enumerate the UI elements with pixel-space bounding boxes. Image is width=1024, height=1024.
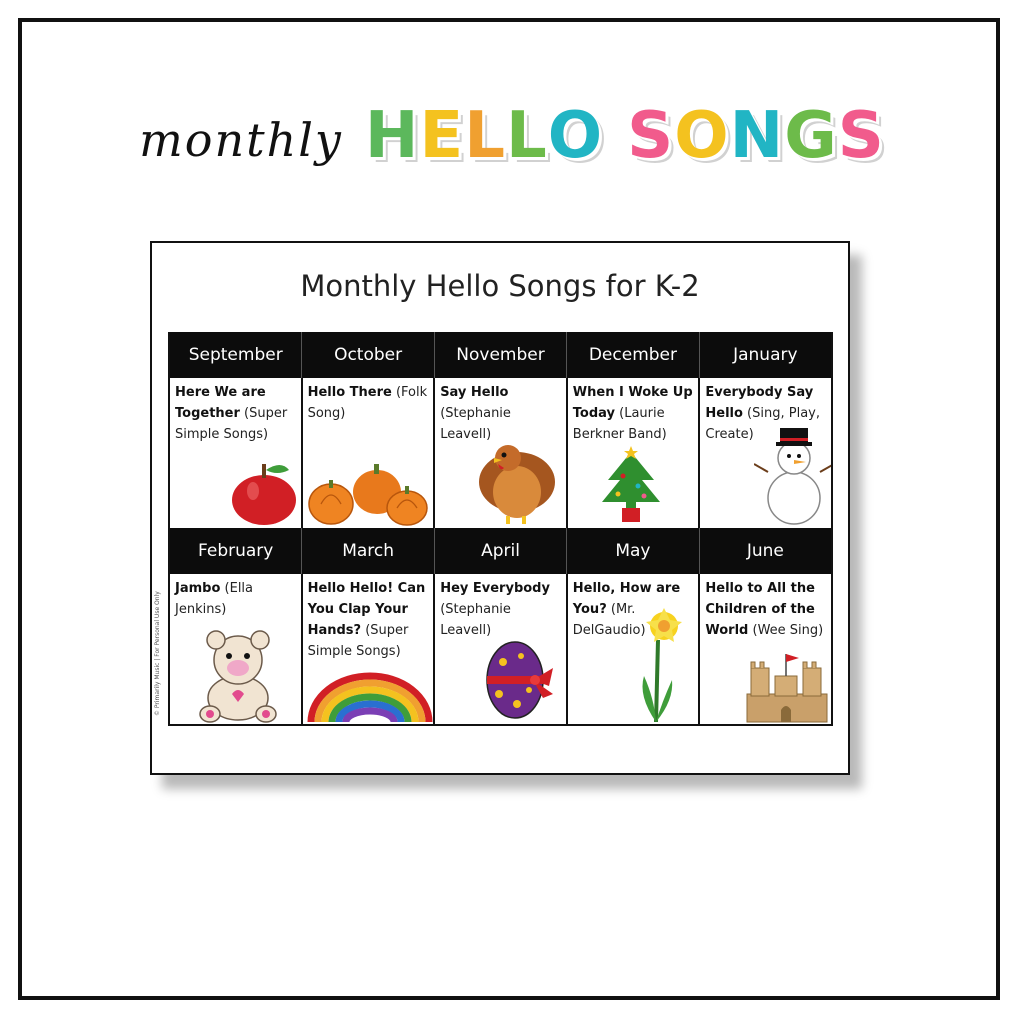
teddy-bear-icon [188, 628, 288, 724]
song-cell-september [170, 378, 303, 528]
song-title: Hello There [307, 385, 392, 400]
song-cell-february [170, 574, 303, 724]
daffodil-icon [634, 606, 694, 724]
month-label: December [567, 332, 699, 378]
song-title: Everybody Say Hello [705, 385, 814, 421]
song-artist: (Stephanie Leavell) [440, 602, 511, 638]
song-cell-january [700, 378, 831, 528]
headline-hello [364, 99, 885, 173]
month-label: November [435, 332, 567, 378]
headline-letter: L [505, 99, 548, 173]
month-label: September [170, 332, 302, 378]
sheet-title: Monthly Hello Songs for K-2 [300, 269, 700, 303]
headline-letter: S [837, 99, 885, 173]
song-artist: (Stephanie Leavell) [440, 406, 511, 442]
song-sheet [150, 241, 850, 775]
song-artist: (Folk Song) [307, 385, 428, 421]
headline-letter: O [674, 99, 730, 173]
song-artist: (Super Simple Songs) [175, 406, 288, 442]
pumpkins-icon [307, 462, 431, 526]
song-title: Hello, How are You? [572, 581, 681, 617]
song-row [170, 574, 831, 724]
easter-egg-icon [483, 632, 559, 722]
song-artist: (Mr. DelGaudio) [572, 602, 646, 638]
christmas-tree-icon [598, 446, 664, 526]
headline-letter: S [627, 99, 675, 173]
snowman-icon [754, 426, 831, 526]
song-title: Hello Hello! Can You Clap Your Hands? [307, 581, 426, 638]
song-title: Say Hello [440, 385, 509, 400]
headline-script-word: monthly [139, 113, 343, 167]
headline-letter: N [729, 99, 785, 173]
song-title: Hello to All the Children of the World [705, 581, 815, 638]
sandcastle-icon [741, 650, 831, 724]
headline-letter: H [364, 99, 420, 173]
song-cell-november [435, 378, 568, 528]
song-artist: (Wee Sing) [748, 623, 824, 638]
month-label: February [170, 528, 302, 574]
headline-letter: G [784, 99, 838, 173]
song-cell-december [568, 378, 701, 528]
month-label: March [302, 528, 434, 574]
song-cell-april [435, 574, 568, 724]
headline-letter: L [464, 99, 506, 173]
turkey-icon [476, 434, 558, 528]
song-title: Jambo [175, 581, 221, 596]
song-title: Here We are Together [175, 385, 266, 421]
song-cell-october [303, 378, 436, 528]
month-label: May [567, 528, 699, 574]
song-artist: (Super Simple Songs) [307, 623, 409, 659]
song-cell-may [568, 574, 701, 724]
headline-letter: O [547, 99, 604, 173]
headline-letter: E [419, 99, 465, 173]
song-cell-june [700, 574, 831, 724]
song-title: Hey Everybody [440, 581, 550, 596]
month-header-row [170, 528, 831, 574]
song-artist: (Sing, Play, Create) [705, 406, 820, 442]
month-label: January [733, 345, 798, 365]
song-artist: (Laurie Berkner Band) [572, 406, 667, 442]
apple-icon [229, 458, 299, 526]
month-label: October [302, 332, 434, 378]
rainbow-icon [305, 672, 435, 724]
song-grid [168, 332, 833, 726]
month-label: June [746, 541, 784, 561]
month-label: April [435, 528, 567, 574]
song-cell-march [303, 574, 436, 724]
headline [0, 96, 1024, 176]
month-header-row [170, 332, 831, 378]
song-row [170, 378, 831, 528]
song-artist: (Ella Jenkins) [175, 581, 254, 617]
song-title: When I Woke Up Today [572, 385, 693, 421]
credit-line: © Primarily Music | For Personal Use Only [154, 591, 161, 716]
